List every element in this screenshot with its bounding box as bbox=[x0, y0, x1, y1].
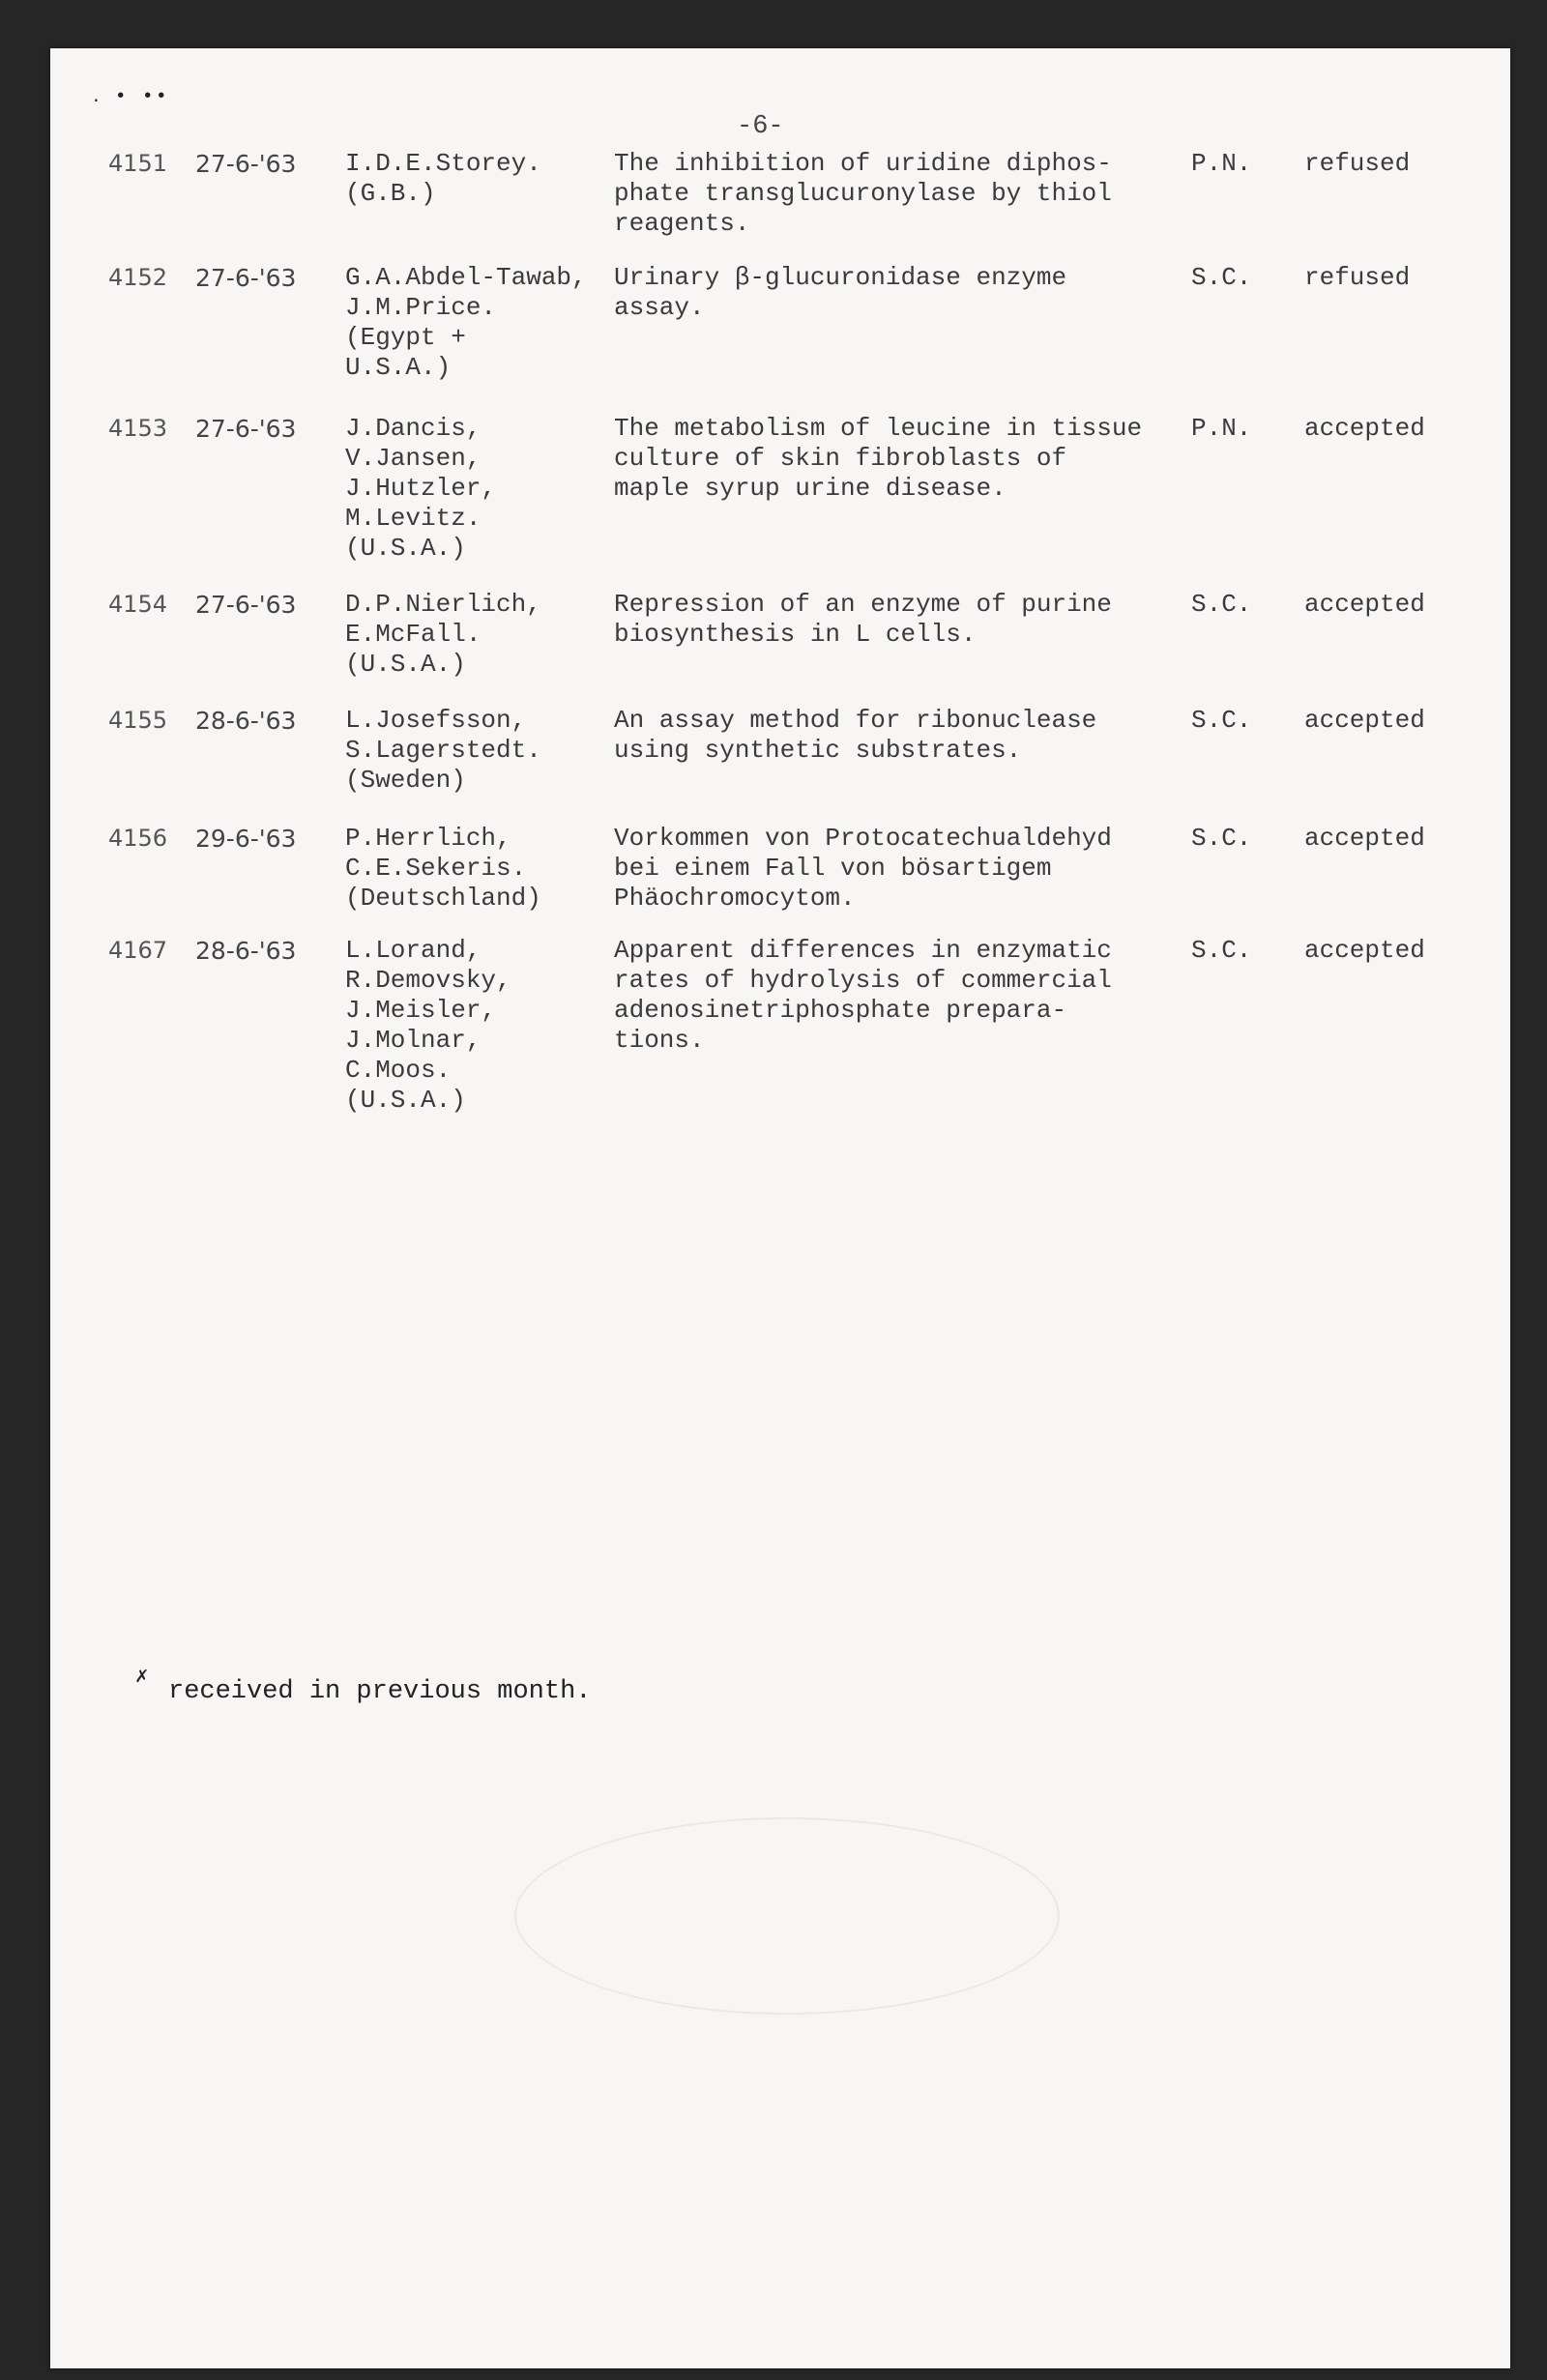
entry-decision: accepted bbox=[1304, 590, 1425, 619]
entry-decision: accepted bbox=[1304, 706, 1425, 735]
entry-title: The metabolism of leucine in tissue culture of skin fibroblasts of maple syrup urine disease. bbox=[614, 414, 1143, 503]
entry-date: 28-6-'63 bbox=[195, 937, 297, 965]
entry-date: 27-6-'63 bbox=[195, 415, 297, 443]
entry-decision: accepted bbox=[1304, 936, 1425, 965]
entry-code: S.C. bbox=[1191, 936, 1252, 965]
entry-number: 4152 bbox=[108, 264, 168, 291]
entry-number: 4154 bbox=[108, 591, 168, 618]
footnote-text: received in previous month. bbox=[168, 1677, 592, 1706]
entry-date: 29-6-'63 bbox=[195, 825, 297, 853]
entry-number: 4156 bbox=[108, 825, 168, 852]
entry-code: S.C. bbox=[1191, 263, 1252, 292]
entry-date: 27-6-'63 bbox=[195, 264, 297, 292]
entry-decision: accepted bbox=[1304, 414, 1425, 443]
top-margin-marks: ․ • •• bbox=[93, 86, 169, 108]
entry-authors: I.D.E.Storey. (G.B.) bbox=[345, 149, 541, 208]
entry-authors: G.A.Abdel-Tawab, J.M.Price. (Egypt + U.S.A.) bbox=[345, 263, 587, 382]
entry-decision: refused bbox=[1304, 149, 1411, 178]
entry-title: Urinary β-glucuronidase enzyme assay. bbox=[614, 263, 1067, 322]
entry-number: 4167 bbox=[108, 937, 168, 964]
faint-watermark bbox=[514, 1817, 1060, 2015]
entry-number: 4151 bbox=[108, 150, 168, 177]
entry-title: Apparent differences in enzymatic rates of hydrolysis of commercial adenosinetriphosphate prepara- tions. bbox=[614, 936, 1112, 1055]
entry-authors: L.Josefsson, S.Lagerstedt. (Sweden) bbox=[345, 706, 541, 795]
footnote-marker: ✗ bbox=[135, 1665, 149, 1689]
entry-code: S.C. bbox=[1191, 824, 1252, 853]
entry-title: The inhibition of uridine diphos- phate transglucuronylase by thiol reagents. bbox=[614, 149, 1112, 238]
entry-authors: P.Herrlich, C.E.Sekeris. (Deutschland) bbox=[345, 824, 541, 913]
entry-code: P.N. bbox=[1191, 414, 1252, 443]
entry-decision: accepted bbox=[1304, 824, 1425, 853]
entry-title: An assay method for ribonuclease using synthetic substrates. bbox=[614, 706, 1097, 765]
entry-date: 27-6-'63 bbox=[195, 150, 297, 178]
page-number: -6- bbox=[737, 112, 784, 141]
entry-date: 28-6-'63 bbox=[195, 707, 297, 735]
entry-decision: refused bbox=[1304, 263, 1411, 292]
entry-authors: D.P.Nierlich, E.McFall. (U.S.A.) bbox=[345, 590, 541, 679]
entry-code: S.C. bbox=[1191, 590, 1252, 619]
entry-title: Repression of an enzyme of purine biosynthesis in L cells. bbox=[614, 590, 1112, 649]
entry-code: S.C. bbox=[1191, 706, 1252, 735]
entry-date: 27-6-'63 bbox=[195, 591, 297, 619]
entry-number: 4153 bbox=[108, 415, 168, 442]
entry-number: 4155 bbox=[108, 707, 168, 734]
document-page bbox=[50, 48, 1510, 2368]
entry-authors: J.Dancis, V.Jansen, J.Hutzler, M.Levitz. (U.S.A.) bbox=[345, 414, 497, 563]
entry-authors: L.Lorand, R.Demovsky, J.Meisler, J.Molnar, C.Moos. (U.S.A.) bbox=[345, 936, 511, 1115]
entry-title: Vorkommen von Protocatechualdehyd bei einem Fall von bösartigem Phäochromocytom. bbox=[614, 824, 1112, 913]
entry-code: P.N. bbox=[1191, 149, 1252, 178]
